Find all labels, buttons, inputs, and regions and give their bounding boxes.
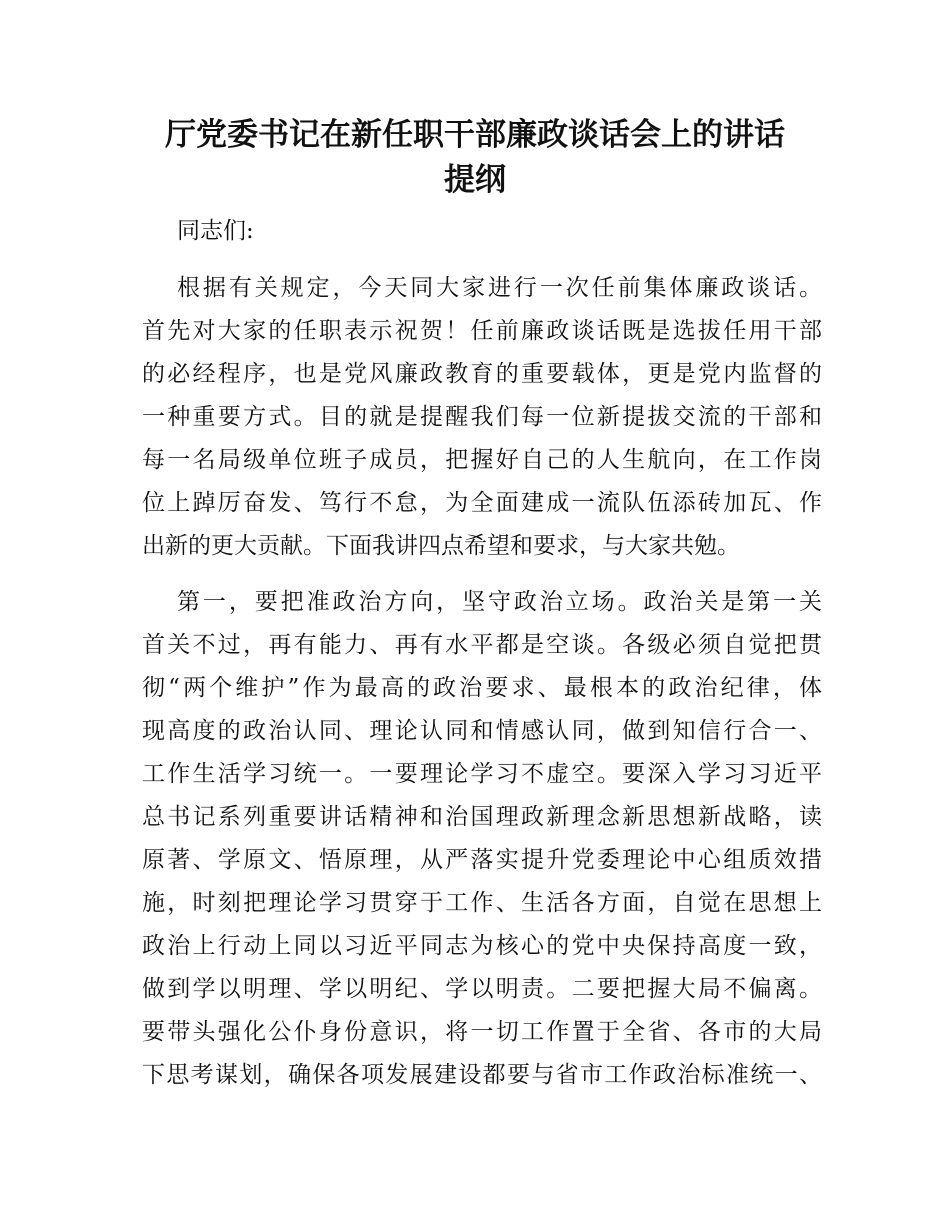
- paragraph-line: 第一，要把准政治方向，坚守政治立场。政治关是第一关: [177, 589, 822, 615]
- document-title-line-2: 提纲: [444, 162, 506, 198]
- paragraph-line: 每一名局级单位班子成员，把握好自己的人生航向，在工作岗: [142, 447, 822, 473]
- paragraph-line: 做到学以明理、学以明纪、学以明责。二要把握大局不偏离。: [142, 976, 822, 1002]
- paragraph-line: 彻“两个维护”作为最高的政治要求、最根本的政治纪律，体: [142, 675, 822, 701]
- paragraph-line: 原著、学原文、悟原理，从严落实提升党委理论中心组质效措: [142, 847, 822, 873]
- paragraph-line: 下思考谋划，确保各项发展建设都要与省市工作政治标准统一、: [142, 1062, 822, 1088]
- paragraph-line: 现高度的政治认同、理论认同和情感认同，做到知信行合一、: [142, 718, 822, 744]
- paragraph-line: 工作生活学习统一。一要理论学习不虚空。要深入学习习近平: [142, 761, 822, 787]
- paragraph-line: 位上踔厉奋发、笃行不怠，为全面建成一流队伍添砖加瓦、作: [142, 490, 822, 516]
- document-title-line-1: 厅党委书记在新任职干部廉政谈话会上的讲话: [165, 117, 785, 153]
- paragraph-line: 的必经程序，也是党风廉政教育的重要载体，更是党内监督的: [142, 361, 822, 387]
- paragraph-line: 政治上行动上同以习近平同志为核心的党中央保持高度一致，: [142, 933, 822, 959]
- paragraph-line: 总书记系列重要讲话精神和治国理政新理念新思想新战略，读: [142, 804, 822, 830]
- paragraph-line: 首先对大家的任职表示祝贺！任前廉政谈话既是选拔任用干部: [142, 318, 822, 344]
- paragraph-line: 出新的更大贡献。下面我讲四点希望和要求，与大家共勉。: [142, 533, 740, 559]
- paragraph-line: 施，时刻把理论学习贯穿于工作、生活各方面，自觉在思想上: [142, 890, 822, 916]
- paragraph-line: 一种重要方式。目的就是提醒我们每一位新提拔交流的干部和: [142, 404, 822, 430]
- salutation: 同志们:: [177, 218, 254, 244]
- paragraph-line: 根据有关规定，今天同大家进行一次任前集体廉政谈话。: [177, 275, 822, 301]
- paragraph-line: 要带头强化公仆身份意识，将一切工作置于全省、各市的大局: [142, 1019, 822, 1045]
- paragraph-line: 首关不过，再有能力、再有水平都是空谈。各级必须自觉把贯: [142, 632, 822, 658]
